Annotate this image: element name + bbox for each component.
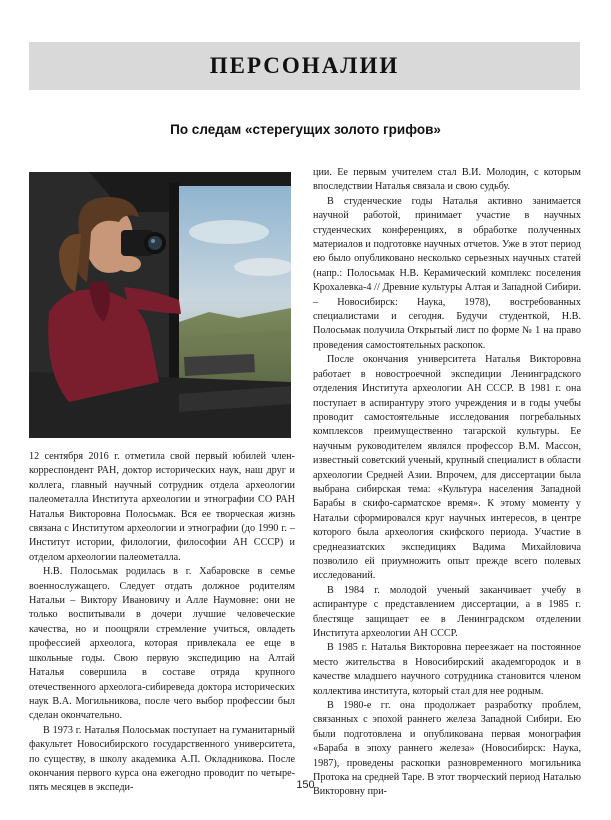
- section-banner: [29, 42, 580, 90]
- section-title: ПЕРСОНАЛИИ: [209, 53, 400, 78]
- paragraph: В 1985 г. Наталья Викторовна переезжает на постоянное место жительства в Новосибирский академгородок и в качестве младшего научного сотрудника становится членом коллектива института, который стал для нее родным.: [313, 642, 581, 697]
- paragraph: После окончания университета Наталья Викторовна работает в новостроечной экспедиции Ленинградского отделения Института археологии АН СССР. В 1981 г. она поступает в аспирантуру этого учреждения и в годы учебы проводит самостоятельные исследования погребальных комплексов преимущественно тагарской культуры. Ее научным руководителем являлся профессор В.М. Массон, известный советский ученый, крупный специалист в области археологии Средней Азии. Впрочем, для диссертации была выбрана сибирская тема: «Культура населения Западной Барабы в скифо-сарматское время». К этому моменту у Натальи сформировался круг научных интересов, в центре которого была археология скифского периода. Участие в среднеазиатских экспедициях Вадима Михайловича позволило ей приумножить опыт прежде всего полевых исследований.: [313, 354, 581, 582]
- article-photo: [29, 172, 291, 438]
- left-column: [29, 450, 295, 796]
- page-number: 150: [296, 779, 315, 791]
- paragraph: Н.В. Полосьмак родилась в г. Хабаровске в семье военнослужащего. Следует отдать должное родителям Натальи – Виктору Ивановичу и Алле Наумовне: они не только воспитывали в дочери лучшие человеческие качества, но и поощряли стремление учиться, овладеть профессией археолога, которая привлекала ее еще в школьные годы. Свою первую экспедицию на Алтай Наталья совершила в составе отряда крупного отечественного археолога-сибиреведа доктора исторических наук В.А. Могильникова, после чего выбор профессии был сделан окончательно.: [29, 566, 295, 722]
- paragraph: В студенческие годы Наталья активно занимается научной работой, принимает участие в научных студенческих конференциях, в обработке полученных материалов и подготовке научных отчетов. Уже в этот период ею было опубликовано несколько серьезных научных статей (напр.: Полосьмак Н.В. Керамический комплекс поселения Крохалевка-4 // Древние культуры Алтая и Западной Сибири. – Новосибирск: Наука, 1978), востребованных специалистами и сегодня. Будучи студенткой, Н.В. Полосьмак получила Открытый лист по форме № 1 на право проведения самостоятельных раскопок.: [313, 195, 581, 351]
- paragraph: В 1980-е гг. она продолжает разработку проблем, связанных с эпохой раннего железа Западной Сибири. Ею были подготовлена и опубликована первая монография «Бараба в эпоху раннего железа» (Новосибирск: Наука, 1987), проведены раскопки разновременного могильника Протока на средней Таре. В этот творческий период Наталью Викторовну при-: [313, 700, 581, 798]
- paragraph: В 1973 г. Наталья Полосьмак поступает на гуманитарный факультет Новосибирского государственного университета, по существу, в школу академика А.П. Окладникова. После окончания первого курса она ежегодно проводит по четыре-пять месяцев в экспеди-: [29, 724, 295, 794]
- paragraph: 12 сентября 2016 г. отметила свой первый юбилей член-корреспондент РАН, доктор исторических наук, наш друг и коллега, главный научный сотрудник отдела археологии палеометалла Института археологии и этнографии СО РАН Наталья Викторовна Полосьмак. Вся ее творческая жизнь связана с Институтом археологии и этнографии (до 1990 г. – Институт истории, филологии, философии АН СССР) и отделом археологии палеометалла.: [29, 451, 295, 563]
- article-title: По следам «стерегущих золото грифов»: [170, 122, 441, 137]
- paragraph: В 1984 г. молодой ученый заканчивает учебу в аспирантуре с представлением диссертации, а в 1985 г. блестяще защищает ее в Ленинградском отделении Института археологии АН СССР.: [313, 584, 581, 639]
- photo-illustration: [29, 172, 291, 438]
- paragraph: ции. Ее первым учителем стал В.И. Молодин, с которым впоследствии Наталья связала и свою судьбу.: [313, 167, 581, 193]
- right-column: [313, 166, 581, 800]
